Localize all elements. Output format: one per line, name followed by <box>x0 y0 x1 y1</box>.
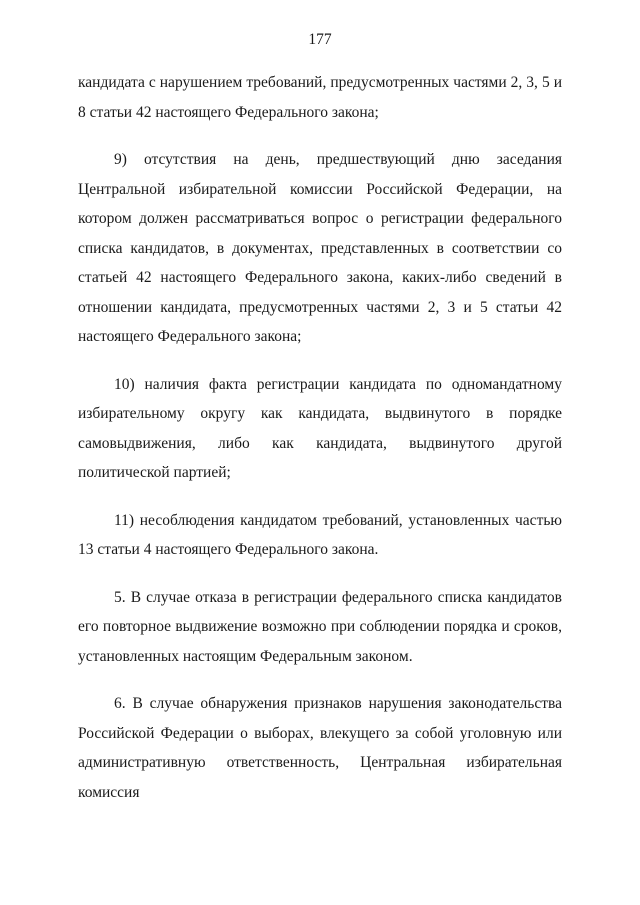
paragraph-continuation: кандидата с нарушением требований, предусмотренных частями 2, 3, 5 и 8 статьи 42 настоящего Федерального закона; <box>78 74 562 121</box>
document-body <box>78 68 562 807</box>
page-number: 177 <box>308 31 332 48</box>
paragraph-item-10: 10) наличия факта регистрации кандидата по одномандатному избирательному округу как кандидата, выдвинутого в порядке самовыдвижения, либо как кандидата, выдвинутого другой политической партией; <box>78 375 562 481</box>
paragraph-clause-5: 5. В случае отказа в регистрации федерального списка кандидатов его повторное выдвижение возможно при соблюдении порядка и сроков, установленных настоящим Федеральным законом. <box>78 588 562 665</box>
paragraph-item-11: 11) несоблюдения кандидатом требований, установленных частью 13 статьи 4 настоящего Федерального закона. <box>78 511 562 558</box>
paragraph-item-9: 9) отсутствия на день, предшествующий дню заседания Центральной избирательной комиссии Российской Федерации, на котором должен рассматриваться вопрос о регистрации федерального списка кандидатов, в документах, представленных в соответствии со статьей 42 настоящего Федерального закона, каких-либо сведений в отношении кандидата, предусмотренных частями 2, 3 и 5 статьи 42 настоящего Федерального закона; <box>78 151 562 345</box>
paragraph-clause-6: 6. В случае обнаружения признаков нарушения законодательства Российской Федерации о выборах, влекущего за собой уголовную или административную ответственность, Центральная избирательная комиссия <box>78 695 562 801</box>
